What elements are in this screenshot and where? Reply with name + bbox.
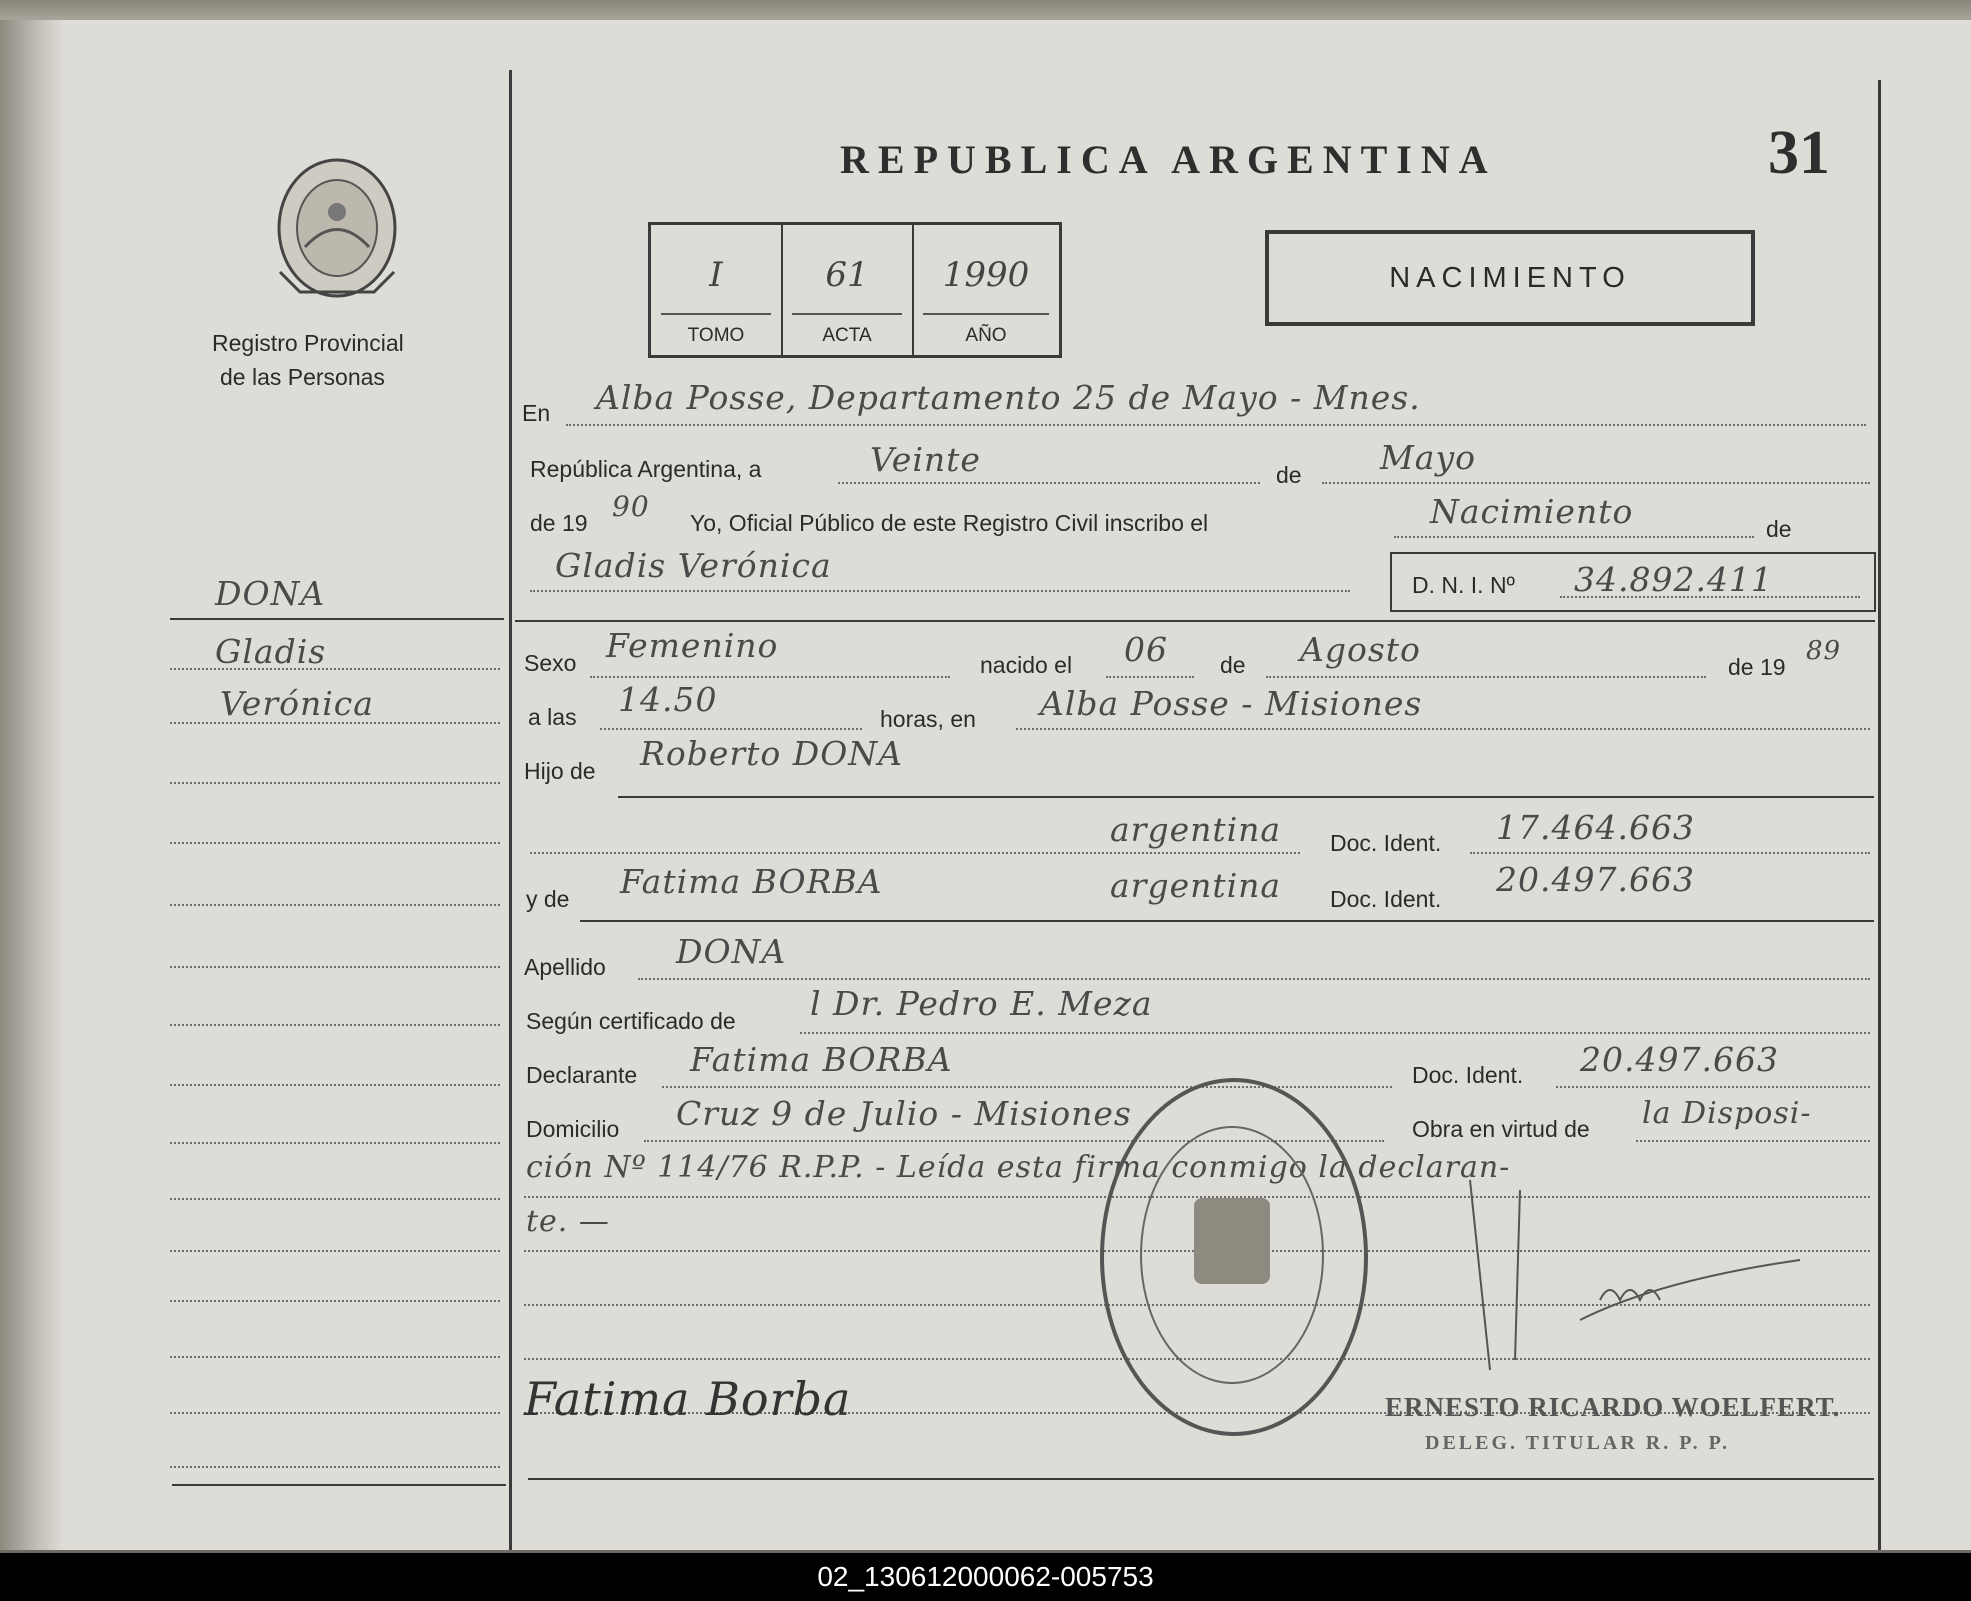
anio-cell — [913, 225, 1059, 355]
margin-dotted-line — [170, 1356, 500, 1358]
dni-label: D. N. I. Nº — [1412, 572, 1515, 598]
domicilio-value: Cruz 9 de Julio - Misiones — [676, 1094, 1132, 1133]
official-name: ERNESTO RICARDO WOELFERT. — [1385, 1392, 1841, 1422]
apellido-value: DONA — [676, 932, 787, 971]
year-prefix: de 19 — [530, 510, 588, 536]
margin-dotted-line — [170, 722, 500, 724]
birth-day: 06 — [1124, 630, 1168, 669]
margin-dotted-line — [170, 842, 500, 844]
dotted-line — [1322, 482, 1870, 484]
dotted-line — [1394, 536, 1754, 538]
margin-dotted-line — [170, 782, 500, 784]
de-label-3: de — [1220, 652, 1246, 678]
certificado-label: Según certificado de — [526, 1008, 736, 1034]
image-caption: 02_130612000062-005753 — [0, 1553, 1971, 1601]
misiones-crest — [270, 152, 404, 304]
acta-value: 61 — [825, 255, 869, 295]
dotted-line — [600, 728, 862, 730]
declarante-doc-label: Doc. Ident. — [1412, 1062, 1524, 1088]
mother-name: Fatima BORBA — [620, 862, 883, 901]
registry-name-line1: Registro Provincial — [212, 330, 404, 356]
dotted-line — [1636, 1140, 1870, 1142]
father-doc-label: Doc. Ident. — [1330, 830, 1442, 856]
hijo-label: Hijo de — [524, 758, 596, 784]
margin-surname: DONA — [215, 574, 326, 613]
margin-dotted-line — [170, 1466, 500, 1468]
margin-dotted-line — [170, 1412, 500, 1414]
yde-label: y de — [526, 886, 570, 912]
officer-text: Yo, Oficial Público de este Registro Civil inscribo el — [690, 510, 1209, 536]
dotted-line — [1266, 676, 1706, 678]
obra-label: Obra en virtud de — [1412, 1116, 1590, 1142]
father-rule — [618, 796, 1874, 798]
margin-divider — [509, 70, 512, 1550]
margin-dotted-line — [170, 1300, 500, 1302]
margin-dotted-line — [170, 966, 500, 968]
dni-box — [1390, 552, 1876, 612]
dotted-line — [1556, 1086, 1870, 1088]
right-border — [1878, 80, 1881, 1550]
child-name: Gladis Verónica — [555, 546, 832, 585]
dotted-line — [1106, 676, 1194, 678]
page-number: 31 — [1768, 119, 1830, 187]
margin-dotted-line — [170, 668, 500, 670]
book-spine — [0, 20, 62, 1550]
sexo-value: Femenino — [606, 626, 779, 665]
tomo-value: I — [709, 255, 723, 295]
de-label: de — [1276, 462, 1302, 488]
dni-value: 34.892.411 — [1574, 560, 1773, 599]
margin-dotted-line — [170, 904, 500, 906]
de-19-label: de 19 — [1728, 654, 1786, 680]
registry-name-line2: de las Personas — [220, 364, 385, 390]
declarante-label: Declarante — [526, 1062, 638, 1088]
place-of-record: Alba Posse, Departamento 25 de Mayo - Mnes. — [596, 378, 1421, 417]
apellido-label: Apellido — [524, 954, 606, 980]
mother-doc: 20.497.663 — [1496, 860, 1695, 899]
mother-rule — [580, 920, 1874, 922]
margin-dotted-line — [170, 1024, 500, 1026]
margin-rule — [170, 618, 504, 620]
declarante-doc: 20.497.663 — [1580, 1040, 1779, 1079]
hour-value: 14.50 — [618, 680, 718, 719]
birth-month: Agosto — [1300, 630, 1421, 669]
official-signature — [1460, 1170, 1820, 1390]
mother-nationality: argentina — [1110, 866, 1282, 905]
anio-value: 1990 — [942, 255, 1030, 295]
en-label: En — [522, 400, 551, 426]
dotted-line — [800, 1032, 1870, 1034]
obra-value: la Disposi- — [1642, 1096, 1812, 1131]
margin-dotted-line — [170, 1084, 500, 1086]
dotted-line — [590, 676, 950, 678]
tomo-cell — [651, 225, 783, 355]
day-value: Veinte — [870, 440, 981, 479]
seal-inner-ring — [1140, 1126, 1324, 1384]
alas-label: a las — [528, 704, 577, 730]
acta-cell — [782, 225, 914, 355]
dotted-line — [530, 852, 1300, 854]
dotted-line — [662, 1086, 1392, 1088]
official-seal — [1100, 1078, 1368, 1436]
father-nationality: argentina — [1110, 810, 1282, 849]
dotted-line — [1470, 852, 1870, 854]
certificado-value: l Dr. Pedro E. Meza — [810, 984, 1153, 1023]
margin-given-name-1: Gladis — [215, 632, 327, 671]
bottom-rule — [528, 1478, 1874, 1480]
nacido-label: nacido el — [980, 652, 1073, 678]
record-number-box — [648, 222, 1062, 358]
birth-place: Alba Posse - Misiones — [1040, 684, 1423, 723]
domicilio-label: Domicilio — [526, 1116, 620, 1142]
mother-doc-label: Doc. Ident. — [1330, 886, 1442, 912]
obra-line-2: ción Nº 114/76 R.P.P. - Leída esta firma conmigo la declaran- — [526, 1150, 1511, 1185]
dotted-line — [566, 424, 1866, 426]
dotted-line — [838, 482, 1260, 484]
dotted-line — [638, 978, 1870, 980]
margin-bottom-rule — [172, 1484, 506, 1486]
official-role: DELEG. TITULAR R. P. P. — [1425, 1432, 1730, 1454]
tomo-label: TOMO — [687, 325, 745, 346]
dotted-line — [1016, 728, 1870, 730]
birth-year-suffix: 89 — [1806, 636, 1842, 666]
declarante-value: Fatima BORBA — [690, 1040, 953, 1079]
sexo-label: Sexo — [524, 650, 577, 676]
father-name: Roberto DONA — [640, 734, 903, 773]
obra-line-3: te. — — [526, 1204, 610, 1239]
dotted-line — [530, 590, 1350, 592]
anio-label: AÑO — [965, 325, 1007, 346]
page-title: REPUBLICA ARGENTINA — [840, 137, 1497, 182]
horas-label: horas, en — [880, 706, 976, 732]
year-suffix: 90 — [612, 490, 650, 523]
declarant-signature: Fatima Borba — [524, 1372, 852, 1426]
section-rule — [515, 620, 1875, 622]
seal-emblem — [1194, 1198, 1270, 1284]
republica-label: República Argentina, a — [530, 456, 762, 482]
record-type-box: NACIMIENTO — [1265, 230, 1755, 326]
margin-dotted-line — [170, 1142, 500, 1144]
margin-dotted-line — [170, 1198, 500, 1200]
inscribe-value: Nacimiento — [1430, 492, 1634, 531]
acta-label: ACTA — [822, 325, 872, 346]
margin-dotted-line — [170, 1250, 500, 1252]
margin-given-name-2: Verónica — [220, 684, 374, 723]
month-value: Mayo — [1380, 438, 1476, 477]
de-label-2: de — [1766, 516, 1792, 542]
father-doc: 17.464.663 — [1496, 808, 1695, 847]
